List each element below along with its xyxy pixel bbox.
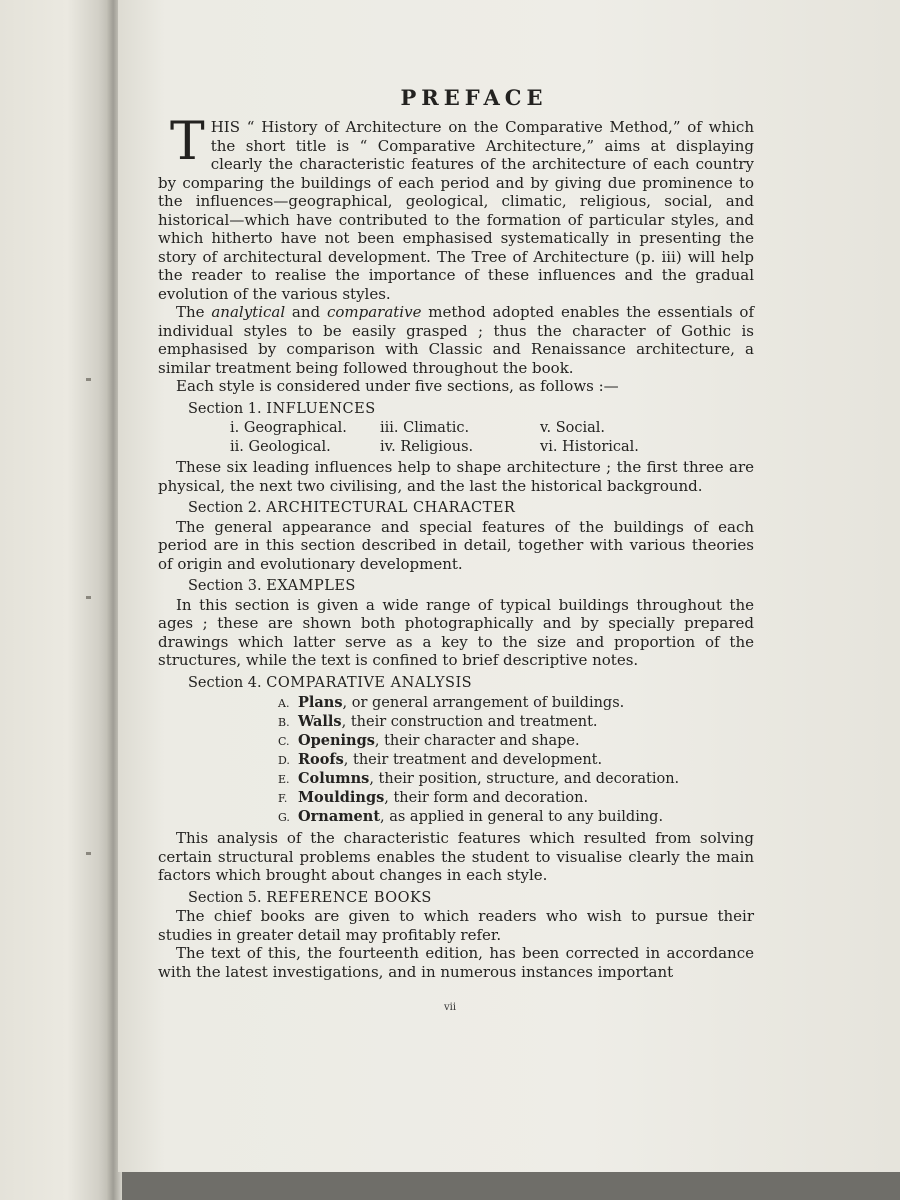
final-paragraph: The text of this, the fourteenth edition, has been corrected in accordance with the latest investigations, and in numerous instances important (158, 944, 754, 981)
section-label: Section 1. (188, 400, 262, 417)
page-edge-mark (86, 596, 91, 599)
list-item: ii. Geological. (230, 438, 331, 455)
list-item: iv. Religious. (380, 438, 474, 455)
list-item (278, 789, 754, 808)
section-title: EXAMPLES (266, 578, 356, 594)
item-term: Walls (298, 713, 342, 730)
emphasis-analytical: analytical (211, 303, 286, 321)
section-1-text: These six leading influences help to shape architecture ; the first three are physical, the next two civilising, and the last the historical background. (158, 458, 754, 495)
item-term: Ornament (298, 808, 381, 825)
list-item (278, 713, 754, 732)
page-title: PREFACE (400, 85, 548, 110)
item-letter: A. (278, 697, 290, 710)
section-5-heading (158, 889, 754, 908)
section-3-text: In this section is given a wide range of typical buildings throughout the ages ; these are shown both photographically and by specially prepared drawings which latter serve as a key to the size and proportion of the structures, while the text is confined to brief descriptive notes. (158, 595, 754, 669)
list-item: vi. Historical. (540, 438, 639, 455)
item-term: Columns (298, 770, 370, 787)
list-item (278, 770, 754, 789)
item-desc: , their form and decoration. (384, 790, 589, 806)
item-desc: , their treatment and development. (343, 752, 603, 768)
item-letter: B. (278, 716, 290, 729)
section-4-heading (158, 674, 754, 693)
item-term: Roofs (298, 751, 344, 768)
intro-text: HIS “ History of Architecture on the Comparative Method,” of which the short title is “ Comparative Architecture,” aims at displaying clearly the characteristic features of the architecture of each country by comparing the buildings of each period and by giving due prominence to the influences—geographical, geological, climatic, religious, social, and historical—which have contributed to the formation of particular styles, and which hitherto have not been emphasised systematically in presenting the story of architectural development. The Tree of Architecture (p. iii) will help the reader to realise the importance of these influences and the gradual evolution of the various styles. (158, 118, 754, 303)
section-5-text: The chief books are given to which readers who wish to pursue their studies in greater detail may profitably refer. (158, 907, 754, 944)
item-desc: , their position, structure, and decoration. (369, 771, 680, 787)
list-item (278, 732, 754, 751)
section-label: Section 4. (188, 674, 262, 691)
analysis-list (158, 694, 754, 827)
influences-list (158, 419, 754, 456)
page-edge-mark (86, 852, 91, 855)
page-edge-mark (86, 378, 91, 381)
item-letter: C. (278, 735, 290, 748)
section-title: ARCHITECTURAL CHARACTER (266, 500, 516, 516)
list-item (278, 751, 754, 770)
item-term: Plans (298, 694, 343, 711)
item-desc: , their character and shape. (374, 733, 580, 749)
section-2-heading (158, 499, 754, 518)
text-run: and (285, 303, 327, 321)
section-title: COMPARATIVE ANALYSIS (266, 674, 473, 691)
facing-page (0, 0, 112, 1200)
section-label: Section 3. (188, 578, 262, 594)
section-label: Section 5. (188, 889, 262, 906)
intro-paragraph (158, 112, 754, 303)
method-paragraph (158, 303, 754, 377)
item-desc: , as applied in general to any building. (380, 809, 664, 825)
drop-cap: T (170, 112, 205, 172)
section-4-text: This analysis of the characteristic features which resulted from solving certain structural problems enables the student to visualise clearly the main factors which brought about changes in each style. (158, 829, 754, 884)
sections-intro: Each style is considered under five sections, as follows :— (176, 377, 619, 395)
item-letter: G. (278, 811, 290, 824)
section-2-text: The general appearance and special features of the buildings of each period are in this section described in detail, together with various theories of origin and evolutionary development. (158, 517, 754, 573)
item-desc: , their construction and treatment. (341, 714, 598, 730)
item-letter: E. (278, 773, 290, 786)
item-letter: D. (278, 754, 290, 767)
emphasis-comparative: comparative (326, 303, 422, 321)
list-item: v. Social. (540, 420, 606, 436)
list-item: iii. Climatic. (380, 420, 470, 436)
section-1-heading (158, 400, 754, 419)
section-title: REFERENCE BOOKS (266, 889, 432, 906)
section-3-heading (158, 577, 754, 596)
section-label: Section 2. (188, 500, 262, 516)
preface-body (158, 84, 754, 981)
item-desc: , or general arrangement of buildings. (342, 695, 625, 711)
list-item (278, 808, 754, 827)
item-term: Mouldings (298, 789, 385, 806)
item-term: Openings (298, 732, 375, 749)
list-item: i. Geographical. (230, 420, 347, 436)
section-title: INFLUENCES (266, 400, 376, 417)
list-item (278, 694, 754, 713)
text-run: The (176, 303, 212, 321)
item-letter: F. (278, 792, 288, 805)
page-number: vii (444, 1002, 457, 1013)
text-run: method adopted enables the essentials of individual styles to be easily grasped ; thus the character of Gothic is emphasised by comparison with Classic and Renaissance architecture, a similar treatment being followed throughout the book. (158, 303, 755, 377)
